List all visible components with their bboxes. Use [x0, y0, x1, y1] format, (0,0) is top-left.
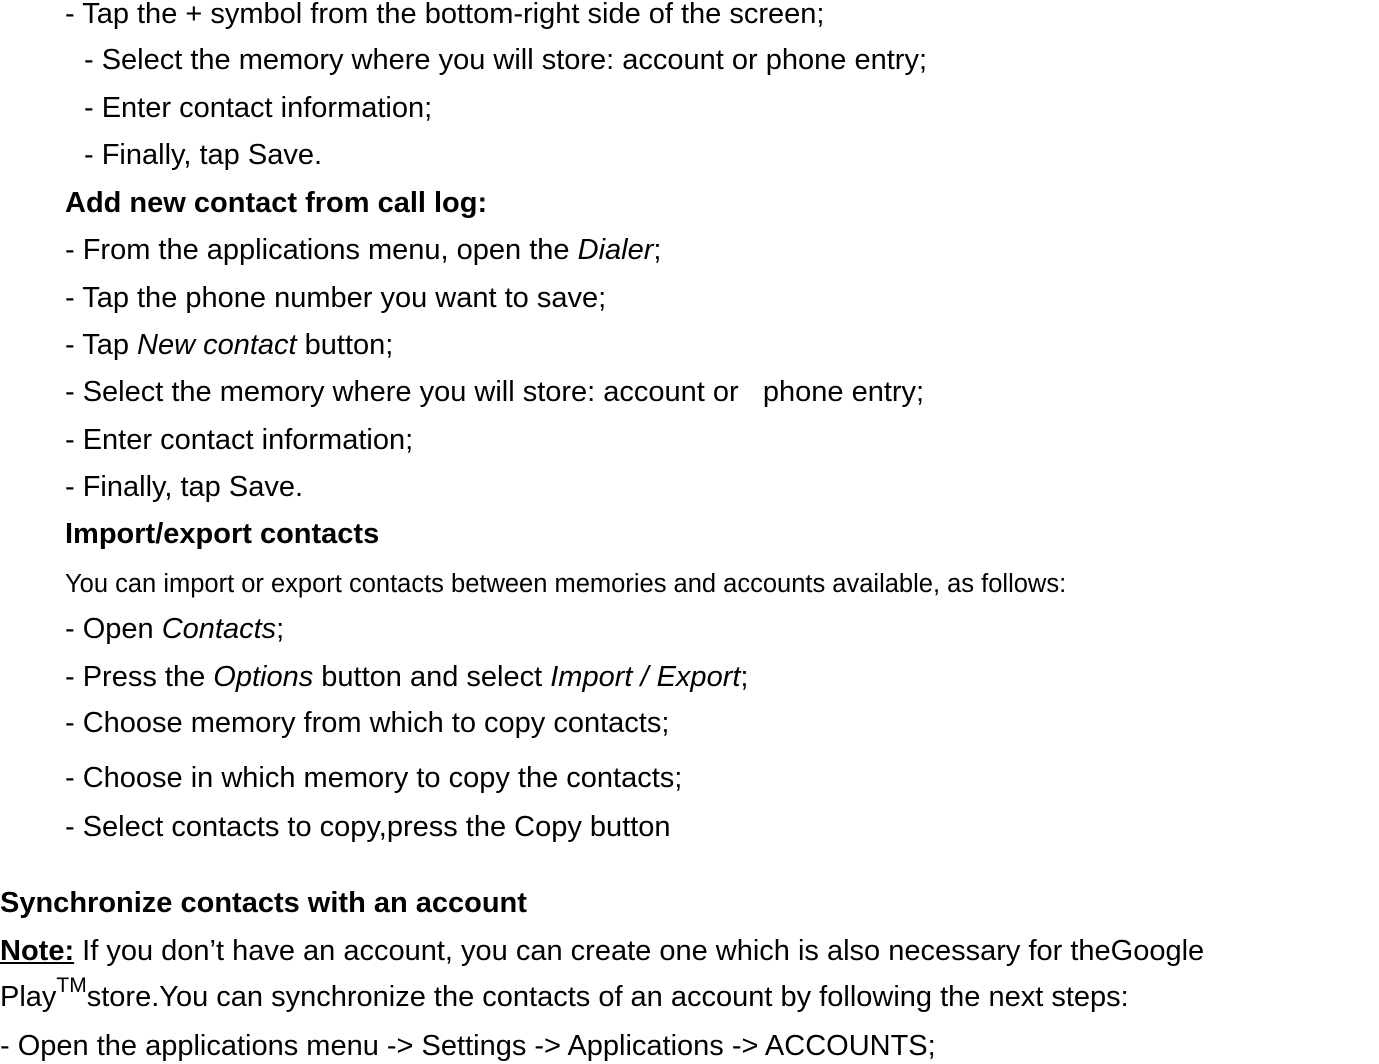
note-label: Note:: [0, 935, 75, 967]
import-export-step-options: [65, 660, 748, 694]
sync-note-line1: [0, 934, 1204, 968]
call-log-step1-suffix: ;: [653, 234, 662, 266]
call-log-step-tap-number: - Tap the phone number you want to save;: [65, 282, 607, 314]
ie-step1-suffix: ;: [276, 613, 285, 645]
import-export-step-open-contacts: [65, 612, 284, 646]
new-contact-term: New contact: [137, 329, 297, 361]
trademark-mark: TM: [56, 974, 87, 997]
import-export-step-choose-target: - Choose in which memory to copy the contacts;: [65, 762, 683, 794]
note-text-1: If you don’t have an account, you can create one which is also necessary for theGoogle: [74, 935, 1205, 967]
call-log-step-save: - Finally, tap Save.: [65, 471, 304, 503]
dialer-term: Dialer: [577, 234, 654, 266]
call-log-step-enter-info: - Enter contact information;: [65, 424, 414, 456]
sync-heading: Synchronize contacts with an account: [0, 887, 527, 919]
create-step-tap-plus: - Tap the + symbol from the bottom-right side of the screen;: [65, 0, 825, 30]
options-term: Options: [213, 661, 314, 693]
create-step-enter-info: - Enter contact information;: [84, 92, 433, 124]
call-log-heading: Add new contact from call log:: [65, 187, 488, 219]
import-export-intro: You can import or export contacts between memories and accounts available, as follows:: [65, 570, 1067, 598]
note-play: Play: [0, 981, 57, 1013]
call-log-step-new-contact: [65, 328, 393, 362]
ie-step2-suffix: ;: [740, 661, 749, 693]
call-log-step-select-memory: - Select the memory where you will store: account or phone entry;: [65, 376, 925, 408]
call-log-step3-suffix: button;: [296, 329, 394, 361]
call-log-step3-prefix: - Tap: [65, 329, 138, 361]
note-text-2: store.You can synchronize the contacts of an account by following the next steps:: [86, 981, 1129, 1013]
ie-step1-prefix: - Open: [65, 613, 162, 645]
import-export-term: Import / Export: [550, 661, 741, 693]
import-export-heading: Import/export contacts: [65, 518, 380, 550]
sync-step-open-accounts: - Open the applications menu -> Settings -> Applications -> ACCOUNTS;: [0, 1030, 936, 1062]
ie-step2-prefix: - Press the: [65, 661, 214, 693]
contacts-term: Contacts: [161, 613, 277, 645]
call-log-step1-prefix: - From the applications menu, open the: [65, 234, 578, 266]
sync-note-line2: [0, 974, 1129, 1017]
ie-step2-mid: button and select: [313, 661, 551, 693]
create-step-select-memory: - Select the memory where you will store: account or phone entry;: [84, 44, 927, 76]
create-step-save: - Finally, tap Save.: [84, 139, 323, 171]
call-log-step-open-dialer: [65, 233, 661, 267]
import-export-step-copy: - Select contacts to copy,press the Copy button: [65, 811, 671, 843]
import-export-step-choose-source: - Choose memory from which to copy contacts;: [65, 707, 670, 739]
